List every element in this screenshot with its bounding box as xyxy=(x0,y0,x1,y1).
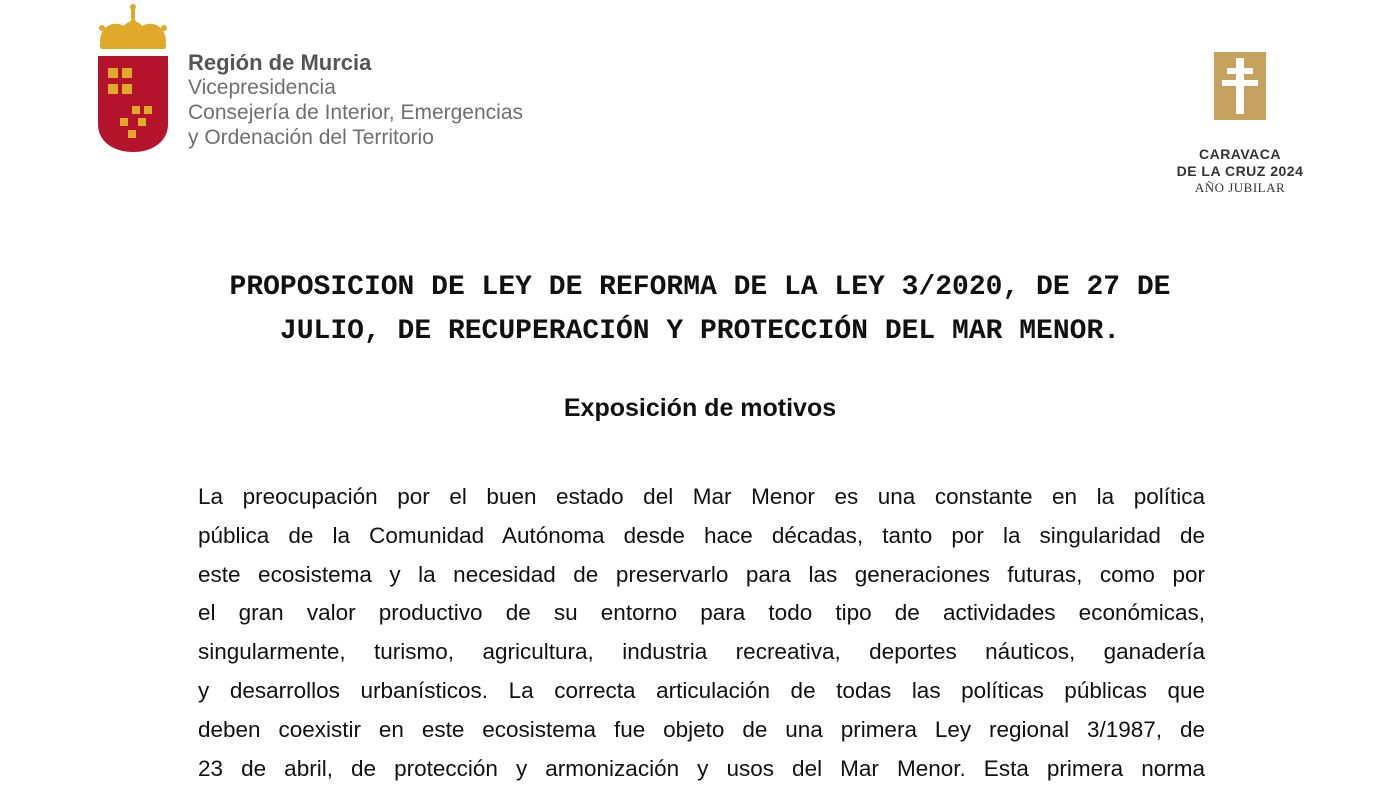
jubilee-logo xyxy=(1170,52,1310,196)
section-heading: Exposición de motivos xyxy=(563,394,837,422)
paragraph-line: singularmente, turismo, agricultura, industria recreativa, deportes náuticos, ganadería xyxy=(198,639,1205,665)
org-line-1: Vicepresidencia xyxy=(188,76,336,99)
jubilee-line-1: CARAVACA xyxy=(1198,146,1282,162)
paragraph-line: 23 de abril, de protección y armonización y usos del Mar Menor. Esta primera norma xyxy=(198,755,1205,781)
org-line-2: Consejería de Interior, Emergencias xyxy=(188,101,524,124)
paragraph-line: este ecosistema y la necesidad de preservarlo para las generaciones futuras, como por xyxy=(198,561,1205,587)
paragraph-line: pública de la Comunidad Autónoma desde hace décadas, tanto por la singularidad de xyxy=(198,522,1205,548)
jubilee-line-2: DE LA CRUZ 2024 xyxy=(1176,163,1304,179)
org-line-3: y Ordenación del Territorio xyxy=(188,126,434,149)
body-paragraph xyxy=(198,478,1205,788)
document-title xyxy=(150,266,1250,354)
caravaca-cross-icon xyxy=(1214,52,1266,120)
paragraph-line: deben coexistir en este ecosistema fue objeto de una primera Ley regional 3/1987, de xyxy=(198,716,1205,742)
title-line-1: PROPOSICION DE LEY DE REFORMA DE LA LEY 3/2020, DE 27 DE xyxy=(229,272,1171,303)
region-murcia-coat-of-arms-icon xyxy=(94,2,172,152)
paragraph-line: el gran valor productivo de su entorno para todo tipo de actividades económicas, xyxy=(198,600,1205,626)
title-line-2: JULIO, DE RECUPERACIÓN Y PROTECCIÓN DEL MAR MENOR. xyxy=(279,316,1121,347)
org-name: Región de Murcia xyxy=(188,50,372,75)
paragraph-line: La preocupación por el buen estado del Mar Menor es una constante en la política xyxy=(198,484,1205,509)
paragraph-line: y desarrollos urbanísticos. La correcta articulación de todas las políticas públicas que xyxy=(198,677,1205,703)
jubilee-line-3: AÑO JUBILAR xyxy=(1194,180,1286,195)
organization-block xyxy=(188,50,523,150)
